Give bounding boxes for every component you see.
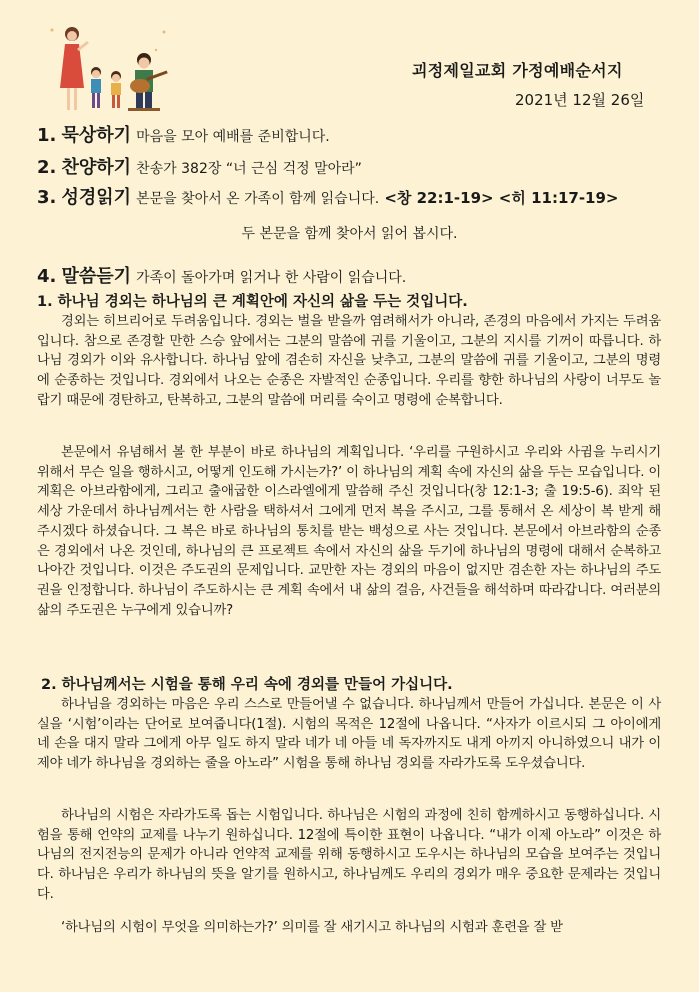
sermon-point-2-paragraph-3: ‘하나님의 시험이 무엇을 의미하는가?’ 의미를 잘 새기시고 하나님의 시험과 훈련을 잘 받 [61,920,563,935]
step-title: 말씀듣기 [61,266,132,287]
family-music-illustration [44,20,174,120]
step-number: 1. [37,125,57,146]
step-title: 찬양하기 [61,157,132,178]
sermon-point-1-paragraph-1: 경외는 히브리어로 두려움입니다. 경외는 벌을 받을까 염려해서가 아니라, 존경의 마음에서 가지는 두려움입니다. 참으로 존경할 만한 스승 앞에서는 그분의 말씀에 귀를 기울이고, 그분의 지시를 기꺼이 따릅니다. 하나님 경외가 이와 유사합니다. 하나님 앞에 겸손히 자신을 낮추고, 그분의 말씀에 귀를 기울이고, 그분의 명령에 순종하는 것입니다. 경외에서 나오는 순종은 자발적인 순종입니다. 우리를 향한 하나님의 사랑이 너무도 놀랍기 때문에 경탄하고, 탄복하고, 그분의 말씀에 머리를 숙이고 명령에 순복합니다. [37,314,661,408]
step-title: 성경읽기 [61,187,132,208]
sermon-point-2-paragraph-2: 하나님의 시험은 자라가도록 돕는 시험입니다. 하나님은 시험의 과정에 친히 함께하시고 동행하십니다. 시험을 통해 언약의 교제를 나누기 원하십니다. 12절에 특이한 표현이 나옵니다. “내가 이제 아노라” 이것은 하나님의 전지전능의 문제가 아니라 언약적 교제를 위해 동행하시고 도우시는 하나님의 모습을 보여주는 것입니다. 하나님은 우리가 하나님의 뜻을 알기를 원하시고, 하나님께도 우리의 경외가 매우 중요한 문제라는 것입니다. [37,808,661,902]
sermon-point-1-heading: 1. 하나님 경외는 하나님의 큰 계획안에 자신의 삶을 두는 것입니다. [37,294,468,310]
step-praise [37,153,362,179]
step-description: 찬송가 382장 “너 근심 걱정 말아라” [136,161,362,177]
sermon-point-2-heading: 2. 하나님께서는 시험을 통해 우리 속에 경외를 만들어 가십니다. [41,677,453,693]
service-date: 2021년 12월 26일 [515,91,645,109]
reading-instruction: 두 본문을 함께 찾아서 읽어 봅시다. [241,226,458,242]
sermon-point-1-paragraph-2: 본문에서 유념해서 볼 한 부분이 바로 하나님의 계획입니다. ‘우리를 구원하시고 우리와 사귐을 누리시기 위해서 무슨 일을 행하시고, 어떻게 인도해 가시는가?’ 이 하나님의 계획 속에 자신의 삶을 두는 모습입니다. 이 계획은 아브라함에게, 그리고 출애굽한 이스라엘에게 말씀해 주신 것입니다(창 12:1-3; 출 19:5-6). 죄악 된 세상 가운데서 하나님께서는 한 사람을 택하셔서 그에게 먼저 복을 주시고, 그를 통해서 온 세상이 복 받게 해 주시겠다 하셨습니다. 그 복은 바로 하나님의 통치를 받는 백성으로 사는 것입니다. 본문에서 아브라함의 순종은 경외에서 나온 것인데, 하나님의 큰 프로젝트 속에서 자신의 삶을 두기에 하나님의 명령에 대해서 순복하고 나아간 것입니다. 이것은 주도권의 문제입니다. 교만한 자는 경외의 마음이 없지만 겸손한 자는 하나님의 주도권을 인정합니다. 하나님이 주도하시는 큰 계획 속에서 내 삶의 걸음, 사건들을 해석하며 따라갑니다. 여러분의 삶의 주도권은 누구에게 있습니까? [37,445,661,618]
step-description: 본문을 찾아서 온 가족이 함께 읽습니다. [136,191,380,207]
step-sermon [37,262,406,288]
step-description: 가족이 돌아가며 읽거나 한 사람이 읽습니다. [136,270,407,286]
step-number: 4. [37,266,57,287]
step-description: 마음을 모아 예배를 준비합니다. [136,129,330,145]
church-title: 괴정제일교회 가정예배순서지 [412,61,623,80]
step-number: 2. [37,157,57,178]
step-scripture-reading [37,183,619,209]
step-number: 3. [37,187,57,208]
step-title: 묵상하기 [61,125,132,146]
scripture-references: <창 22:1-19> <히 11:17-19> [384,189,619,207]
sermon-point-2-paragraph-1: 하나님을 경외하는 마음은 우리 스스로 만들어낼 수 없습니다. 하나님께서 만들어 가십니다. 본문은 이 사실을 ‘시험’이라는 단어로 보여줍니다(1절). 시험의 목적은 12절에 나옵니다. “사자가 이르시되 그 아이에게 네 손을 대지 말라 그에게 아무 일도 하지 말라 네가 네 아들 네 독자까지도 내게 아끼지 아니하였으니 내가 이제야 네가 하나님을 경외하는 줄을 아노라” 시험을 통해 하나님 경외를 자라가도록 도우셨습니다. [37,697,661,772]
step-meditate [37,121,330,147]
